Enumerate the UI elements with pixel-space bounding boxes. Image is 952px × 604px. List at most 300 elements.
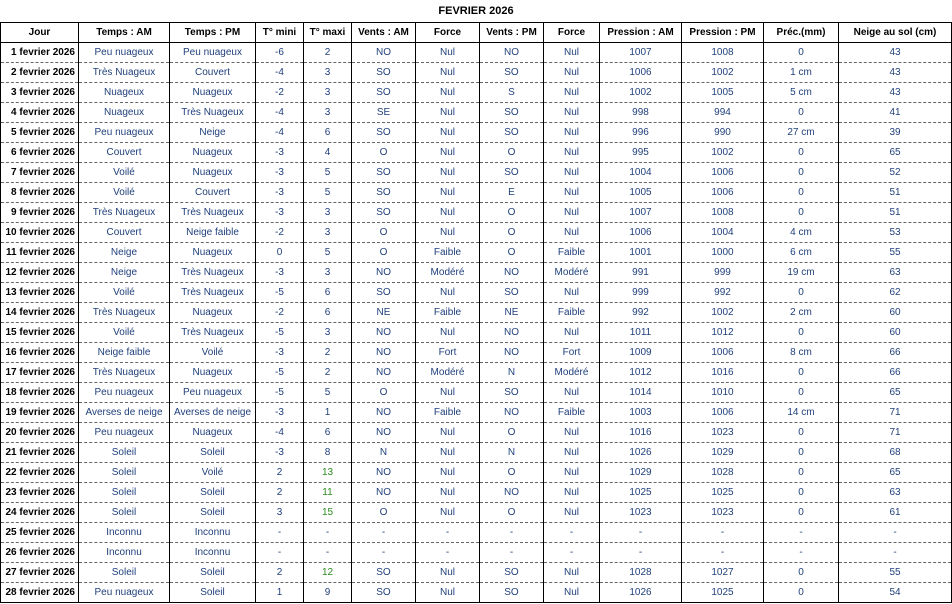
cell-pression-pm: 1025 (682, 583, 764, 603)
cell-pression-pm: 1006 (682, 403, 764, 423)
cell-t-maxi: 13 (304, 463, 352, 483)
cell-vents-pm: NO (480, 403, 544, 423)
cell-temps-pm: Soleil (170, 503, 256, 523)
table-row (1, 183, 952, 203)
cell-pression-am: 1012 (600, 363, 682, 383)
table-row (1, 63, 952, 83)
cell-temps-am: Très Nuageux (79, 63, 170, 83)
table-row (1, 443, 952, 463)
table-row (1, 203, 952, 223)
cell-precipitation: 0 (764, 183, 839, 203)
cell-pression-am: 992 (600, 303, 682, 323)
cell-temps-pm: Nuageux (170, 83, 256, 103)
cell-temps-am: Nuageux (79, 103, 170, 123)
cell-vents-pm: O (480, 423, 544, 443)
cell-pression-pm: 1010 (682, 383, 764, 403)
cell-t-maxi: 6 (304, 303, 352, 323)
cell-temps-pm: Nuageux (170, 423, 256, 443)
cell-day: 6 fevrier 2026 (1, 143, 79, 163)
table-row (1, 103, 952, 123)
table-header-row (1, 23, 952, 43)
cell-temps-pm: Soleil (170, 583, 256, 603)
cell-pression-pm: 1000 (682, 243, 764, 263)
cell-pression-pm: 1002 (682, 143, 764, 163)
cell-pression-pm: 1008 (682, 43, 764, 63)
cell-vents-am: SO (352, 583, 416, 603)
cell-t-mini: -5 (256, 363, 304, 383)
cell-force-pm: Nul (544, 183, 600, 203)
cell-force-pm: Modéré (544, 263, 600, 283)
cell-t-maxi: 2 (304, 363, 352, 383)
cell-force-am: Nul (416, 83, 480, 103)
cell-pression-am: 1006 (600, 223, 682, 243)
cell-t-maxi: 15 (304, 503, 352, 523)
cell-t-maxi: 3 (304, 323, 352, 343)
cell-vents-pm: O (480, 223, 544, 243)
cell-pression-pm: 1004 (682, 223, 764, 243)
cell-pression-am: 1001 (600, 243, 682, 263)
cell-vents-am: NO (352, 43, 416, 63)
cell-neige-sol: 71 (839, 403, 952, 423)
cell-pression-pm: 1008 (682, 203, 764, 223)
cell-precipitation: 0 (764, 383, 839, 403)
cell-temps-am: Averses de neige (79, 403, 170, 423)
cell-day: 11 fevrier 2026 (1, 243, 79, 263)
cell-force-pm: Nul (544, 443, 600, 463)
cell-temps-am: Soleil (79, 563, 170, 583)
cell-precipitation: 27 cm (764, 123, 839, 143)
cell-temps-am: Voilé (79, 283, 170, 303)
cell-t-mini: -2 (256, 303, 304, 323)
header-t-mini: T° mini (256, 23, 304, 43)
cell-vents-pm: NO (480, 483, 544, 503)
cell-force-am: Nul (416, 103, 480, 123)
cell-pression-am: 999 (600, 283, 682, 303)
cell-vents-pm: O (480, 143, 544, 163)
table-row (1, 223, 952, 243)
cell-temps-pm: Très Nuageux (170, 203, 256, 223)
cell-vents-pm: N (480, 363, 544, 383)
cell-day: 18 fevrier 2026 (1, 383, 79, 403)
table-row (1, 303, 952, 323)
cell-force-pm: Nul (544, 423, 600, 443)
cell-temps-pm: Peu nuageux (170, 383, 256, 403)
cell-vents-am: O (352, 143, 416, 163)
weather-table (0, 22, 952, 603)
cell-t-maxi: 3 (304, 203, 352, 223)
cell-vents-am: SO (352, 123, 416, 143)
cell-temps-pm: Inconnu (170, 523, 256, 543)
cell-day: 7 fevrier 2026 (1, 163, 79, 183)
cell-t-maxi: - (304, 543, 352, 563)
cell-pression-pm: 1006 (682, 343, 764, 363)
cell-precipitation: 0 (764, 503, 839, 523)
cell-neige-sol: 53 (839, 223, 952, 243)
cell-t-maxi: 5 (304, 383, 352, 403)
cell-force-pm: Nul (544, 463, 600, 483)
cell-day: 24 fevrier 2026 (1, 503, 79, 523)
table-row (1, 283, 952, 303)
cell-pression-pm: 994 (682, 103, 764, 123)
cell-temps-pm: Très Nuageux (170, 283, 256, 303)
cell-temps-am: Peu nuageux (79, 423, 170, 443)
cell-vents-pm: SO (480, 383, 544, 403)
cell-neige-sol: 61 (839, 503, 952, 523)
cell-pression-pm: - (682, 523, 764, 543)
cell-temps-am: Couvert (79, 223, 170, 243)
cell-t-maxi: 1 (304, 403, 352, 423)
cell-force-am: Nul (416, 183, 480, 203)
cell-precipitation: 0 (764, 463, 839, 483)
cell-precipitation: - (764, 543, 839, 563)
cell-temps-pm: Neige faible (170, 223, 256, 243)
cell-t-mini: -3 (256, 443, 304, 463)
cell-vents-am: NO (352, 483, 416, 503)
cell-t-maxi: 6 (304, 423, 352, 443)
cell-pression-am: - (600, 523, 682, 543)
cell-neige-sol: 63 (839, 263, 952, 283)
cell-vents-pm: S (480, 83, 544, 103)
cell-day: 22 fevrier 2026 (1, 463, 79, 483)
cell-force-pm: Faible (544, 243, 600, 263)
cell-pression-pm: 1006 (682, 183, 764, 203)
cell-force-am: Faible (416, 403, 480, 423)
cell-day: 20 fevrier 2026 (1, 423, 79, 443)
cell-t-mini: -3 (256, 263, 304, 283)
cell-day: 3 fevrier 2026 (1, 83, 79, 103)
cell-t-mini: -3 (256, 143, 304, 163)
cell-vents-pm: SO (480, 63, 544, 83)
cell-temps-pm: Nuageux (170, 363, 256, 383)
cell-precipitation: 0 (764, 323, 839, 343)
cell-pression-am: 1006 (600, 63, 682, 83)
cell-precipitation: 0 (764, 363, 839, 383)
cell-vents-pm: NO (480, 263, 544, 283)
cell-force-am: Faible (416, 303, 480, 323)
cell-temps-am: Voilé (79, 323, 170, 343)
cell-vents-am: SO (352, 563, 416, 583)
cell-vents-am: SO (352, 283, 416, 303)
cell-t-mini: -4 (256, 63, 304, 83)
cell-pression-am: 1014 (600, 383, 682, 403)
cell-neige-sol: 39 (839, 123, 952, 143)
cell-precipitation: 0 (764, 163, 839, 183)
cell-day: 23 fevrier 2026 (1, 483, 79, 503)
cell-vents-am: NO (352, 263, 416, 283)
cell-vents-am: NO (352, 343, 416, 363)
cell-temps-pm: Inconnu (170, 543, 256, 563)
cell-force-am: Nul (416, 223, 480, 243)
cell-pression-am: 1009 (600, 343, 682, 363)
cell-vents-am: NE (352, 303, 416, 323)
cell-temps-am: Neige (79, 243, 170, 263)
cell-temps-am: Soleil (79, 443, 170, 463)
cell-vents-am: O (352, 243, 416, 263)
cell-pression-pm: 990 (682, 123, 764, 143)
cell-force-am: Nul (416, 143, 480, 163)
cell-neige-sol: - (839, 523, 952, 543)
cell-temps-pm: Très Nuageux (170, 263, 256, 283)
header-temps-pm: Temps : PM (170, 23, 256, 43)
cell-vents-pm: - (480, 543, 544, 563)
cell-force-pm: Fort (544, 343, 600, 363)
cell-day: 8 fevrier 2026 (1, 183, 79, 203)
cell-force-pm: - (544, 523, 600, 543)
cell-day: 10 fevrier 2026 (1, 223, 79, 243)
cell-temps-am: Inconnu (79, 543, 170, 563)
cell-pression-am: 1003 (600, 403, 682, 423)
cell-t-mini: -4 (256, 103, 304, 123)
cell-force-pm: Nul (544, 103, 600, 123)
table-row (1, 543, 952, 563)
cell-t-mini: - (256, 543, 304, 563)
cell-neige-sol: 62 (839, 283, 952, 303)
cell-t-maxi: 5 (304, 183, 352, 203)
cell-pression-am: 1007 (600, 43, 682, 63)
cell-day: 19 fevrier 2026 (1, 403, 79, 423)
cell-precipitation: 14 cm (764, 403, 839, 423)
cell-t-mini: 2 (256, 483, 304, 503)
cell-pression-pm: 992 (682, 283, 764, 303)
cell-precipitation: 0 (764, 563, 839, 583)
cell-force-am: Nul (416, 423, 480, 443)
cell-vents-am: NO (352, 403, 416, 423)
cell-vents-am: SO (352, 83, 416, 103)
cell-day: 17 fevrier 2026 (1, 363, 79, 383)
cell-t-mini: 2 (256, 563, 304, 583)
cell-temps-pm: Couvert (170, 63, 256, 83)
cell-vents-am: - (352, 523, 416, 543)
cell-t-mini: -4 (256, 423, 304, 443)
cell-temps-pm: Nuageux (170, 303, 256, 323)
cell-precipitation: 4 cm (764, 223, 839, 243)
cell-temps-pm: Nuageux (170, 163, 256, 183)
cell-vents-pm: O (480, 203, 544, 223)
cell-t-maxi: 6 (304, 123, 352, 143)
cell-temps-am: Nuageux (79, 83, 170, 103)
cell-t-mini: -3 (256, 183, 304, 203)
cell-vents-am: N (352, 443, 416, 463)
cell-force-am: Nul (416, 63, 480, 83)
cell-precipitation: 0 (764, 143, 839, 163)
cell-neige-sol: 55 (839, 243, 952, 263)
cell-pression-am: 1005 (600, 183, 682, 203)
cell-force-pm: Nul (544, 63, 600, 83)
cell-vents-am: - (352, 543, 416, 563)
cell-neige-sol: 51 (839, 183, 952, 203)
cell-neige-sol: 51 (839, 203, 952, 223)
header-neige-sol: Neige au sol (cm) (839, 23, 952, 43)
cell-temps-am: Soleil (79, 463, 170, 483)
cell-precipitation: 0 (764, 103, 839, 123)
cell-force-am: Nul (416, 203, 480, 223)
cell-precipitation: 0 (764, 443, 839, 463)
cell-day: 26 fevrier 2026 (1, 543, 79, 563)
table-row (1, 503, 952, 523)
cell-t-maxi: 2 (304, 43, 352, 63)
cell-day: 2 fevrier 2026 (1, 63, 79, 83)
cell-force-am: Nul (416, 43, 480, 63)
cell-day: 21 fevrier 2026 (1, 443, 79, 463)
cell-day: 13 fevrier 2026 (1, 283, 79, 303)
table-row (1, 323, 952, 343)
cell-pression-am: - (600, 543, 682, 563)
cell-t-mini: -3 (256, 163, 304, 183)
cell-pression-am: 1025 (600, 483, 682, 503)
cell-pression-am: 1029 (600, 463, 682, 483)
cell-neige-sol: 43 (839, 83, 952, 103)
cell-force-am: Nul (416, 483, 480, 503)
cell-neige-sol: 55 (839, 563, 952, 583)
cell-vents-am: SO (352, 63, 416, 83)
cell-temps-pm: Voilé (170, 343, 256, 363)
header-force-am: Force (416, 23, 480, 43)
cell-day: 5 fevrier 2026 (1, 123, 79, 143)
cell-day: 4 fevrier 2026 (1, 103, 79, 123)
cell-precipitation: 0 (764, 43, 839, 63)
cell-temps-am: Soleil (79, 503, 170, 523)
cell-force-pm: Nul (544, 163, 600, 183)
cell-t-mini: - (256, 523, 304, 543)
cell-pression-pm: 1025 (682, 483, 764, 503)
cell-pression-am: 1026 (600, 583, 682, 603)
cell-neige-sol: 65 (839, 463, 952, 483)
cell-temps-am: Peu nuageux (79, 383, 170, 403)
cell-force-pm: Faible (544, 303, 600, 323)
cell-force-am: Nul (416, 563, 480, 583)
cell-pression-am: 1002 (600, 83, 682, 103)
cell-temps-am: Peu nuageux (79, 123, 170, 143)
cell-t-maxi: 4 (304, 143, 352, 163)
cell-t-mini: -5 (256, 283, 304, 303)
cell-temps-am: Couvert (79, 143, 170, 163)
cell-pression-pm: 1005 (682, 83, 764, 103)
cell-t-mini: -3 (256, 403, 304, 423)
cell-vents-am: NO (352, 363, 416, 383)
cell-force-pm: Nul (544, 503, 600, 523)
cell-vents-am: SO (352, 163, 416, 183)
cell-neige-sol: 60 (839, 323, 952, 343)
cell-temps-am: Neige (79, 263, 170, 283)
cell-temps-pm: Très Nuageux (170, 323, 256, 343)
table-row (1, 263, 952, 283)
cell-force-am: Nul (416, 583, 480, 603)
cell-t-maxi: 3 (304, 103, 352, 123)
cell-t-mini: -3 (256, 343, 304, 363)
cell-pression-am: 996 (600, 123, 682, 143)
cell-vents-pm: E (480, 183, 544, 203)
cell-vents-pm: NO (480, 343, 544, 363)
cell-t-maxi: 5 (304, 243, 352, 263)
cell-day: 14 fevrier 2026 (1, 303, 79, 323)
cell-precipitation: 19 cm (764, 263, 839, 283)
cell-t-maxi: - (304, 523, 352, 543)
cell-t-maxi: 11 (304, 483, 352, 503)
cell-neige-sol: - (839, 543, 952, 563)
table-row (1, 523, 952, 543)
cell-force-pm: Modéré (544, 363, 600, 383)
cell-force-pm: Nul (544, 283, 600, 303)
cell-neige-sol: 41 (839, 103, 952, 123)
cell-force-am: Fort (416, 343, 480, 363)
cell-vents-pm: NO (480, 323, 544, 343)
cell-force-pm: Nul (544, 563, 600, 583)
cell-vents-pm: N (480, 443, 544, 463)
cell-t-maxi: 3 (304, 263, 352, 283)
cell-vents-pm: SO (480, 163, 544, 183)
cell-pression-pm: - (682, 543, 764, 563)
cell-t-mini: -5 (256, 323, 304, 343)
cell-vents-pm: O (480, 243, 544, 263)
cell-day: 1 fevrier 2026 (1, 43, 79, 63)
cell-neige-sol: 66 (839, 343, 952, 363)
cell-precipitation: 1 cm (764, 63, 839, 83)
header-jour: Jour (1, 23, 79, 43)
cell-temps-am: Inconnu (79, 523, 170, 543)
table-row (1, 363, 952, 383)
cell-t-mini: -2 (256, 83, 304, 103)
cell-vents-pm: - (480, 523, 544, 543)
table-row (1, 583, 952, 603)
cell-force-am: Nul (416, 443, 480, 463)
cell-precipitation: 0 (764, 283, 839, 303)
cell-vents-pm: SO (480, 103, 544, 123)
cell-neige-sol: 43 (839, 43, 952, 63)
cell-t-mini: -5 (256, 383, 304, 403)
cell-t-mini: -6 (256, 43, 304, 63)
cell-vents-pm: SO (480, 563, 544, 583)
cell-precipitation: 8 cm (764, 343, 839, 363)
cell-temps-pm: Peu nuageux (170, 43, 256, 63)
cell-temps-am: Voilé (79, 183, 170, 203)
cell-force-am: Nul (416, 323, 480, 343)
cell-pression-pm: 1027 (682, 563, 764, 583)
cell-force-am: Nul (416, 123, 480, 143)
cell-vents-pm: SO (480, 283, 544, 303)
header-pression-am: Pression : AM (600, 23, 682, 43)
cell-force-pm: Nul (544, 43, 600, 63)
table-row (1, 123, 952, 143)
cell-vents-am: NO (352, 463, 416, 483)
cell-precipitation: 2 cm (764, 303, 839, 323)
cell-pression-pm: 1023 (682, 503, 764, 523)
cell-neige-sol: 65 (839, 143, 952, 163)
cell-neige-sol: 68 (839, 443, 952, 463)
cell-vents-am: O (352, 503, 416, 523)
cell-pression-pm: 1006 (682, 163, 764, 183)
cell-force-pm: Nul (544, 483, 600, 503)
cell-pression-pm: 1016 (682, 363, 764, 383)
table-row (1, 163, 952, 183)
cell-force-am: - (416, 543, 480, 563)
cell-force-pm: Nul (544, 383, 600, 403)
cell-precipitation: - (764, 523, 839, 543)
cell-pression-pm: 1002 (682, 303, 764, 323)
cell-force-am: Faible (416, 243, 480, 263)
cell-pression-am: 1016 (600, 423, 682, 443)
cell-t-mini: 2 (256, 463, 304, 483)
table-row (1, 243, 952, 263)
cell-pression-am: 1011 (600, 323, 682, 343)
cell-temps-am: Neige faible (79, 343, 170, 363)
cell-precipitation: 0 (764, 583, 839, 603)
table-row (1, 403, 952, 423)
page-title: FEVRIER 2026 (438, 5, 514, 17)
cell-pression-am: 995 (600, 143, 682, 163)
table-row (1, 143, 952, 163)
cell-temps-am: Très Nuageux (79, 303, 170, 323)
cell-force-am: - (416, 523, 480, 543)
